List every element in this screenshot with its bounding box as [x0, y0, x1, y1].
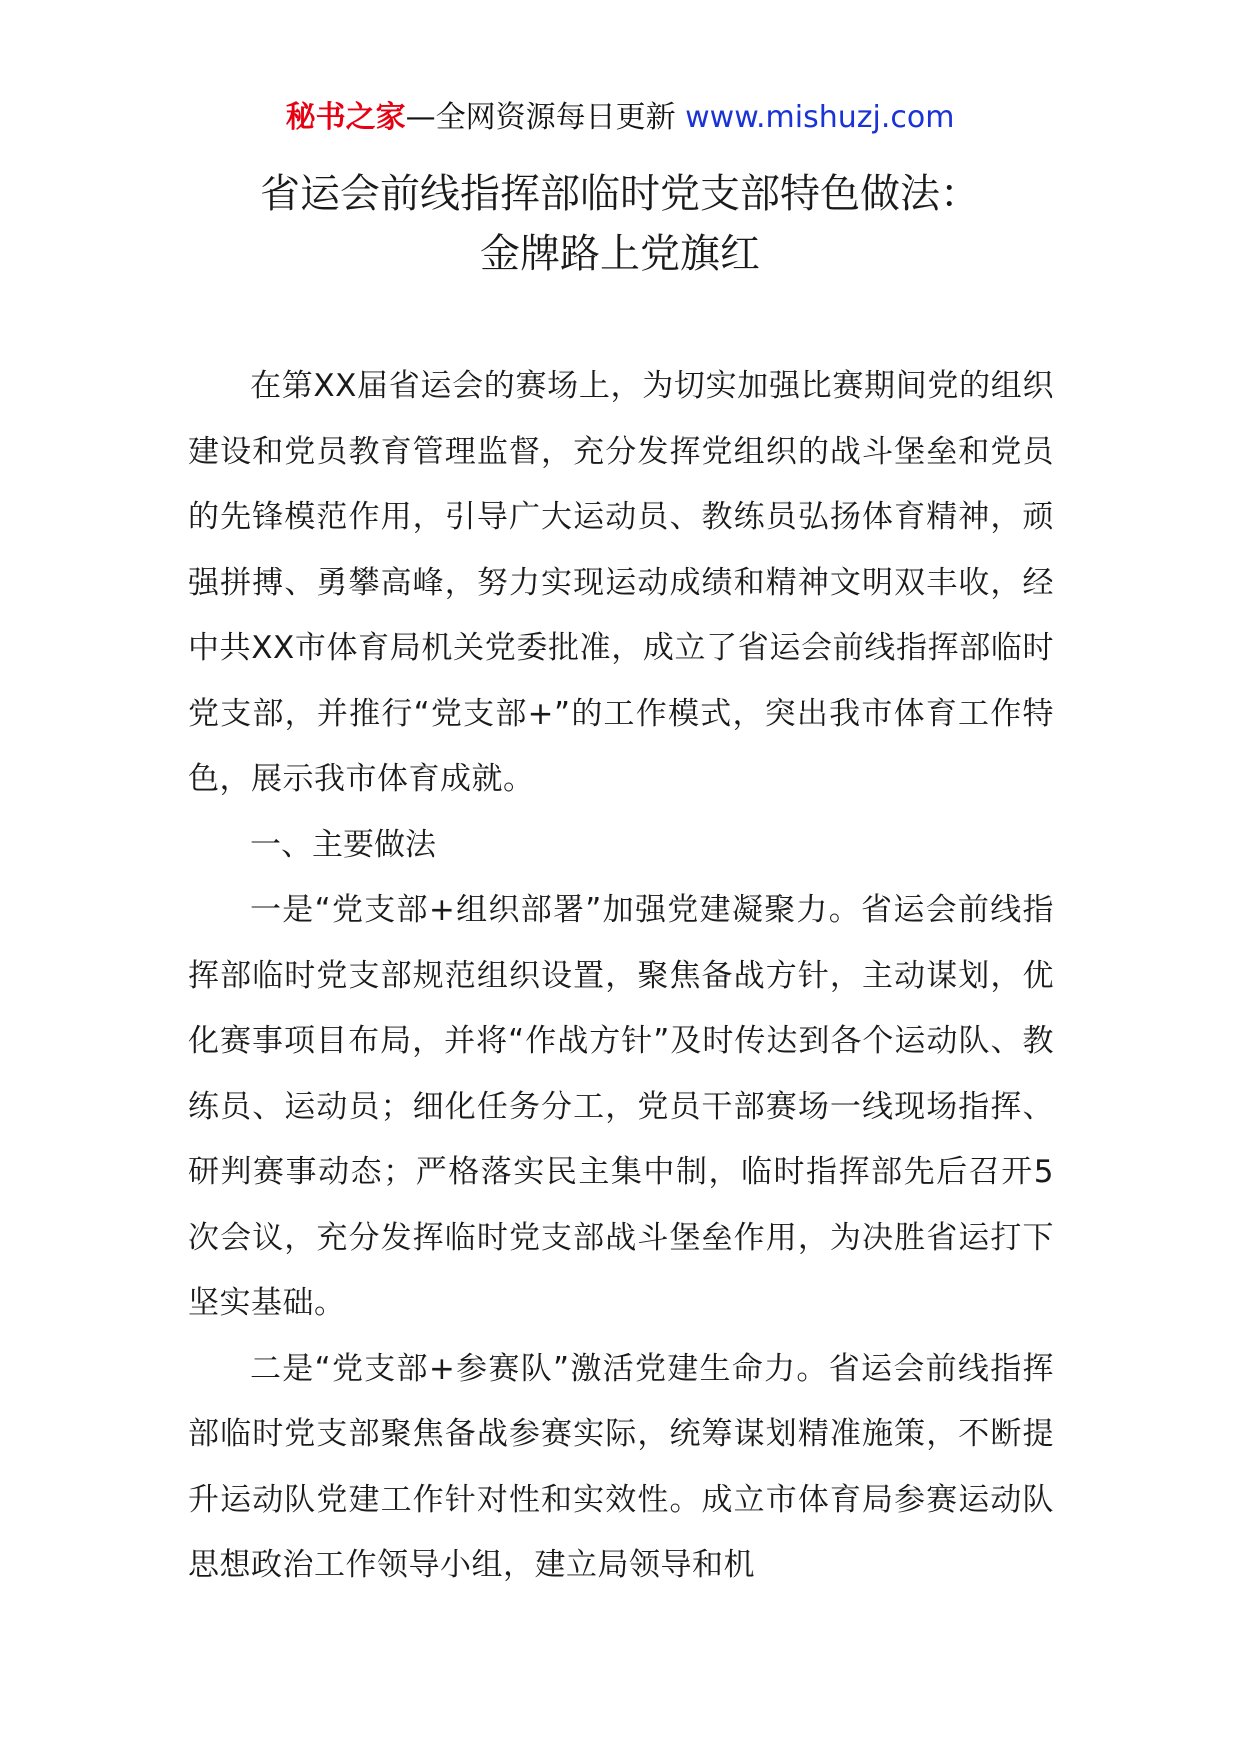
brand-name: 秘书之家 [285, 100, 406, 135]
document-title [0, 164, 1240, 284]
header-slogan: —全网资源每日更新 [405, 100, 676, 135]
site-url[interactable]: www.mishuzj.com [685, 100, 955, 135]
body-paragraph-1: 一是“党支部+组织部署”加强党建凝聚力。省运会前线指挥部临时党支部规范组织设置，聚焦备战方针，主动谋划，优化赛事项目布局，并将“作战方针”及时传达到各个运动队、教练员、运动员；细化任务分工，党员干部赛场一线现场指挥、研判赛事动态；严格落实民主集中制，临时指挥部先后召开5次会议，充分发挥临时党支部战斗堡垒作用，为决胜省运打下坚实基础。 [188, 892, 1054, 1321]
section-heading: 一、主要做法 [250, 826, 436, 863]
title-line-2: 金牌路上党旗红 [480, 231, 760, 277]
title-line-1: 省运会前线指挥部临时党支部特色做法： [260, 171, 980, 217]
body-paragraph-2: 二是“党支部+参赛队”激活党建生命力。省运会前线指挥部临时党支部聚焦备战参赛实际，统筹谋划精准施策，不断提升运动队党建工作针对性和实效性。成立市体育局参赛运动队思想政治工作领导小组，建立局领导和机 [188, 1350, 1054, 1583]
site-header [0, 98, 1240, 138]
document-body [188, 354, 1054, 1599]
intro-paragraph: 在第XX届省运会的赛场上，为切实加强比赛期间党的组织建设和党员教育管理监督，充分发挥党组织的战斗堡垒和党员的先锋模范作用，引导广大运动员、教练员弘扬体育精神，顽强拼搏、勇攀高峰，努力实现运动成绩和精神文明双丰收，经中共XX市体育局机关党委批准，成立了省运会前线指挥部临时党支部，并推行“党支部+”的工作模式，突出我市体育工作特色，展示我市体育成就。 [188, 368, 1054, 797]
